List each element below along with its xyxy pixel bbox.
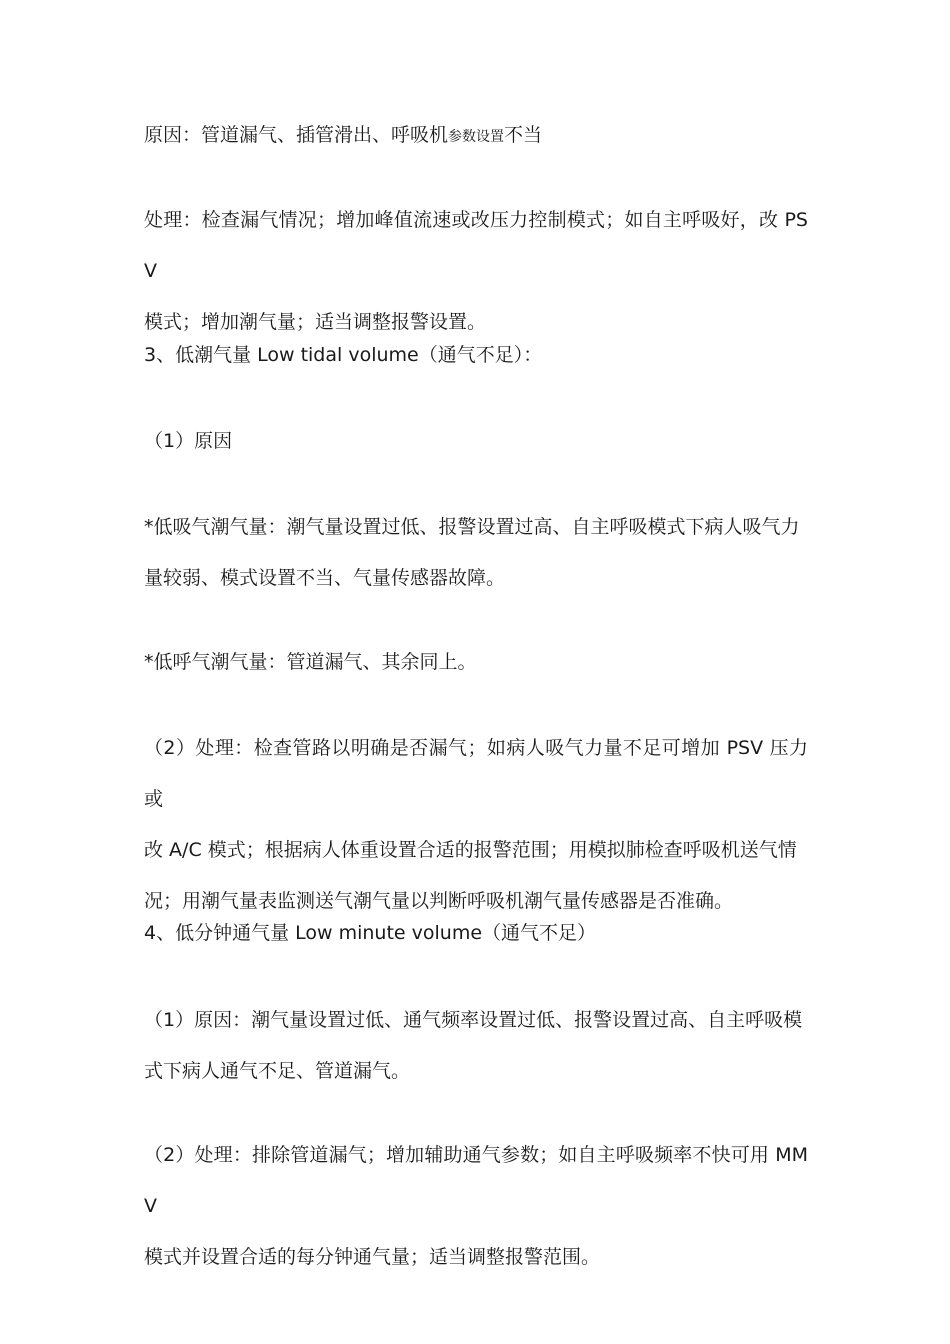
paragraph-low-inspiratory-tidal-volume	[144, 502, 808, 604]
text-line: （1）原因：潮气量设置过低、通气频率设置过低、报警设置过高、自主呼吸模	[144, 1009, 803, 1031]
text-line: 4、低分钟通气量 Low minute volume（通气不足）	[144, 922, 597, 944]
text-line: （2）处理：检查管路以明确是否漏气；如病人吸气力量不足可增加 PSV 压力或	[144, 737, 808, 810]
text-line: 模式；增加潮气量；适当调整报警设置。	[144, 311, 487, 333]
text-line: *低呼气潮气量：管道漏气、其余同上。	[144, 651, 477, 673]
text-line: 模式并设置合适的每分钟通气量；适当调整报警范围。	[144, 1246, 601, 1268]
paragraph-treatment-minute-volume	[144, 1130, 808, 1283]
paragraph-treatment-leak	[144, 195, 808, 348]
text-line: 改 A/C 模式；根据病人体重设置合适的报警范围；用模拟肺检查呼吸机送气情	[144, 839, 797, 861]
text-line: 3、低潮气量 Low tidal volume（通气不足）：	[144, 344, 543, 366]
text-segment: 不当	[504, 124, 543, 146]
text-segment: 原因：管道漏气、插管滑出、呼吸机	[144, 124, 449, 146]
paragraph-cause-minute-volume	[144, 995, 808, 1097]
text-line: 况；用潮气量表监测送气潮气量以判断呼吸机潮气量传感器是否准确。	[144, 890, 734, 912]
heading-low-tidal-volume	[144, 330, 808, 381]
small-text-segment: 参数设置	[448, 129, 505, 145]
text-line: （1）原因	[144, 430, 233, 452]
text-line: 式下病人通气不足、管道漏气。	[144, 1060, 411, 1082]
text-line: *低吸气潮气量：潮气量设置过低、报警设置过高、自主呼吸模式下病人吸气力	[144, 516, 800, 538]
paragraph-treatment-tidal-volume	[144, 723, 808, 927]
subheading-cause	[144, 416, 808, 467]
text-line: （2）处理：排除管道漏气；增加辅助通气参数；如自主呼吸频率不快可用 MMV	[144, 1144, 808, 1217]
paragraph-cause-leak	[144, 110, 808, 163]
heading-low-minute-volume	[144, 908, 808, 959]
text-line: 量较弱、模式设置不当、气量传感器故障。	[144, 567, 506, 589]
paragraph-low-expiratory-tidal-volume	[144, 637, 808, 688]
text-line: 处理：检查漏气情况；增加峰值流速或改压力控制模式；如自主呼吸好，改 PSV	[144, 209, 808, 282]
